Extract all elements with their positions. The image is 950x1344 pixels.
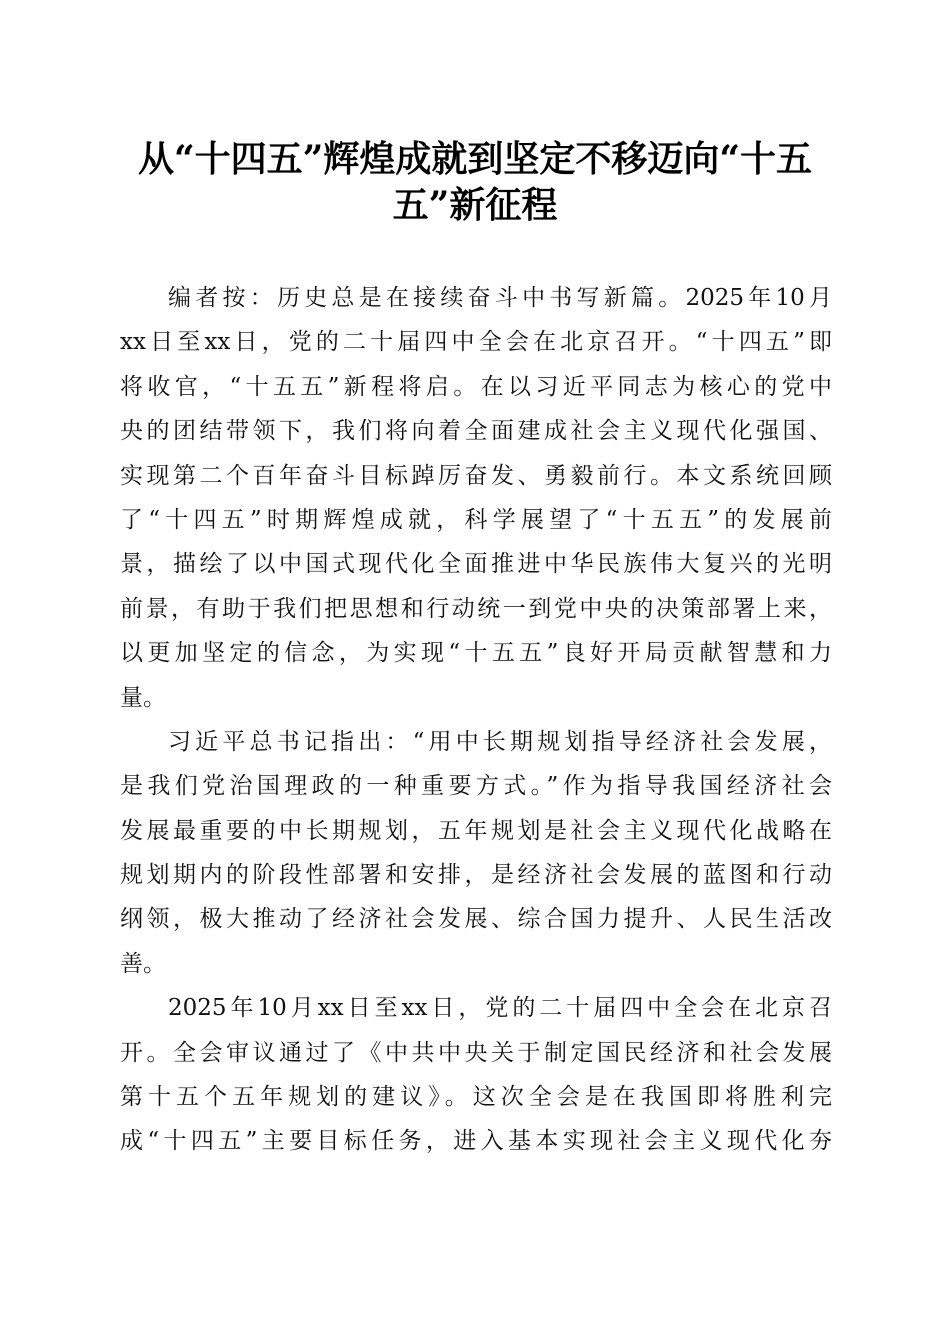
text-line: 2025年10月xx日至xx日，党的二十届四中全会在北京召 — [168, 995, 832, 1022]
text-line: 前景，有助于我们把思想和行动统一到党中央的决策部署上来， — [120, 595, 832, 622]
text-line: 开。全会审议通过了《中共中央关于制定国民经济和社会发展 — [120, 1039, 832, 1066]
text-line: 以更加坚定的信念，为实现“十五五”良好开局贡献智慧和力 — [120, 640, 832, 667]
title-line: 五”新征程 — [392, 184, 558, 226]
text-line: xx日至xx日，党的二十届四中全会在北京召开。“十四五”即 — [120, 329, 832, 356]
text-line: 规划期内的阶段性部署和安排，是经济社会发展的蓝图和行动 — [120, 862, 832, 889]
title-line: 从“十四五”辉煌成就到坚定不移迈向“十五 — [137, 138, 813, 180]
text-line: 纲领，极大推动了经济社会发展、综合国力提升、人民生活改 — [120, 906, 832, 933]
text-line: 成“十四五”主要目标任务，进入基本实现社会主义现代化夯 — [120, 1128, 832, 1155]
text-line: 将收官，“十五五”新程将启。在以习近平同志为核心的党中 — [120, 373, 832, 400]
text-line: 央的团结带领下，我们将向着全面建成社会主义现代化强国、 — [120, 418, 832, 445]
editor-note-paragraph — [120, 276, 832, 720]
text-line: 习近平总书记指出：“用中长期规划指导经济社会发展， — [168, 728, 832, 755]
text-line: 第十五个五年规划的建议》。这次全会是在我国即将胜利完 — [120, 1084, 832, 1111]
text-line: 了“十四五”时期辉煌成就，科学展望了“十五五”的发展前 — [120, 506, 832, 533]
document-title — [100, 136, 850, 228]
text-line: 实现第二个百年奋斗目标踔厉奋发、勇毅前行。本文系统回顾 — [120, 462, 832, 489]
text-line: 发展最重要的中长期规划，五年规划是社会主义现代化战略在 — [120, 817, 832, 844]
text-line: 善。 — [120, 950, 166, 977]
body-paragraph — [120, 986, 832, 1164]
text-line: 景，描绘了以中国式现代化全面推进中华民族伟大复兴的光明 — [120, 551, 832, 578]
text-line: 是我们党治国理政的一种重要方式。”作为指导我国经济社会 — [120, 773, 832, 800]
body-paragraph — [120, 720, 832, 986]
text-line: 量。 — [120, 684, 166, 711]
text-line: 编者按：历史总是在接续奋斗中书写新篇。2025年10月 — [168, 285, 832, 311]
document-body — [120, 276, 832, 1164]
